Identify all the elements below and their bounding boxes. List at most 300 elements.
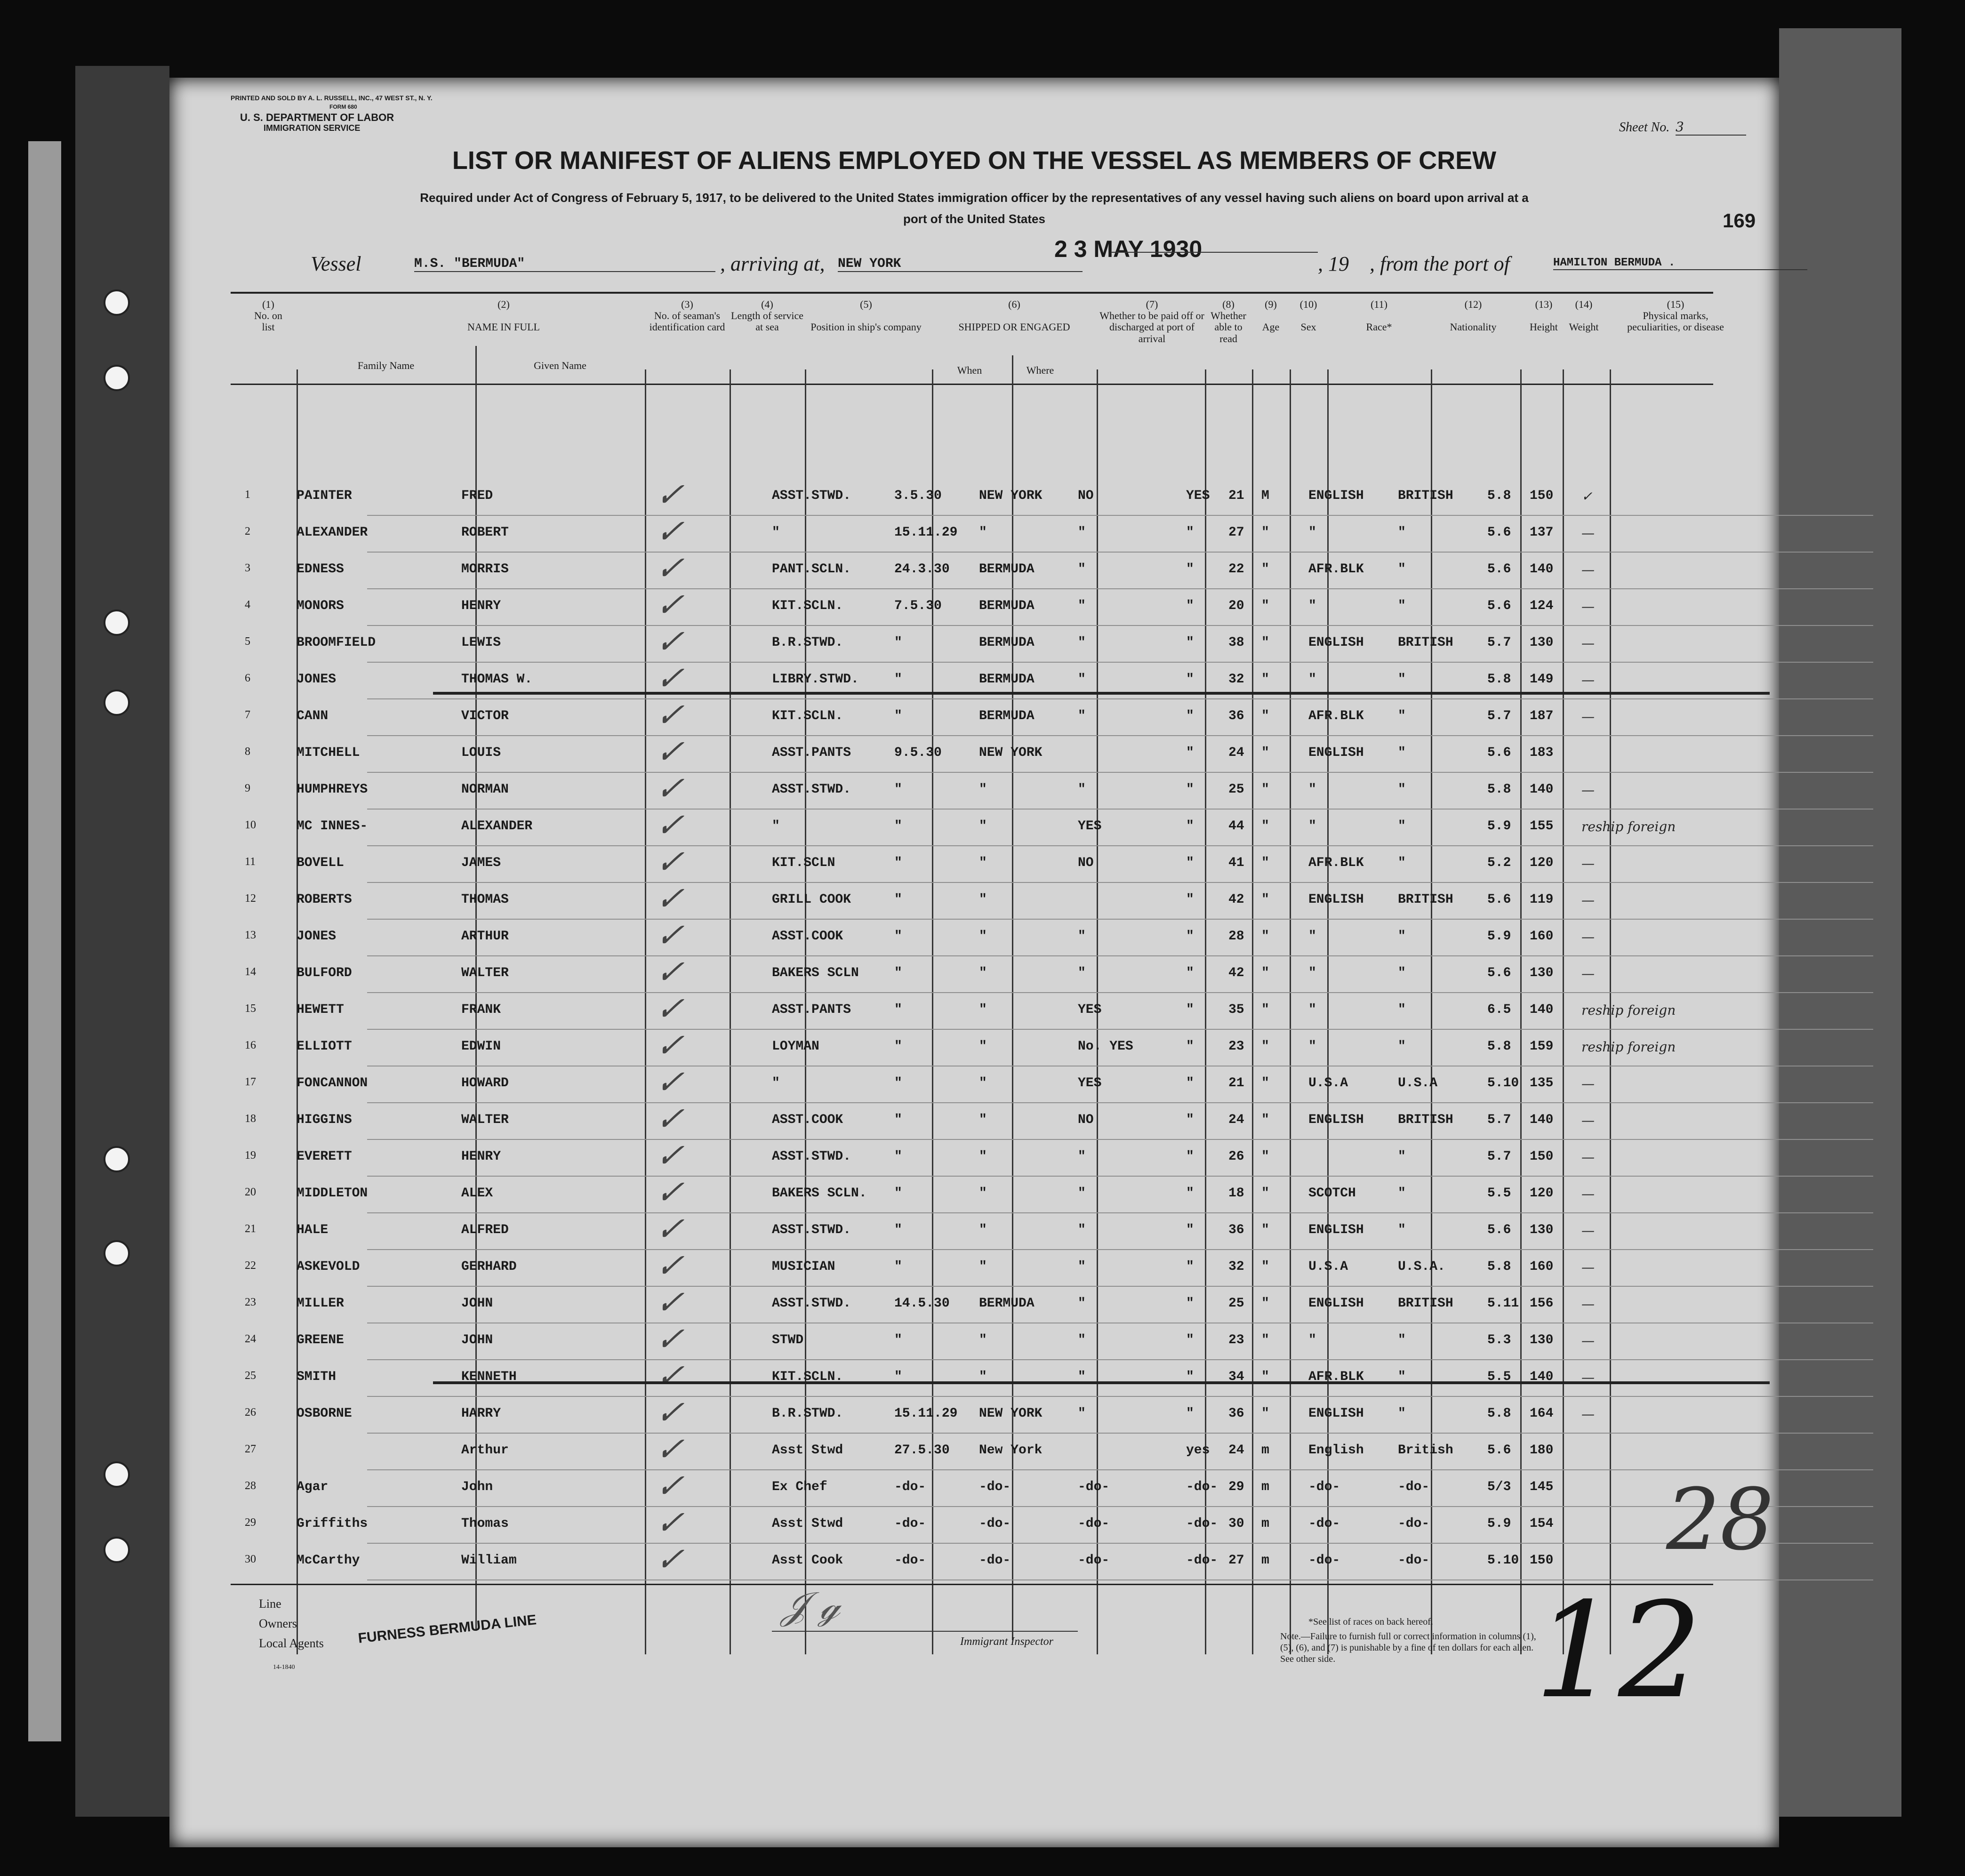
cell-sex: " [1261,1149,1269,1164]
cell-sex: " [1261,562,1269,577]
cell-where: " [979,1149,987,1164]
id-card-check-mark: ✓ [652,512,694,551]
cell-no: 11 [245,856,256,868]
id-card-check-mark: ✓ [652,1026,694,1065]
cell-height: 5.6 [1487,746,1511,760]
cell-nat: U.S.A [1398,1076,1438,1090]
cell-race: ENGLISH [1308,1406,1364,1421]
subtitle: Required under Act of Congress of February 5, 1917, to be delivered to the United States immigration officer by the representatives of any vessel having such aliens on board upon arrival at a [420,191,1529,205]
cell-given: WALTER [461,1113,509,1127]
cell-sex: " [1261,1333,1269,1347]
cell-pos: ASST.STWD. [772,1296,851,1311]
cell-height: 5.6 [1487,892,1511,907]
given-name-head: Given Name [534,360,586,371]
cell-nat: " [1398,966,1406,980]
cell-family: FONCANNON [297,1076,368,1090]
col-13-head: (13) Height [1530,298,1558,333]
cell-given: ALFRED [461,1223,509,1237]
cell-read: " [1186,1333,1194,1347]
cell-pos: ASST.PANTS [772,1002,851,1017]
cell-pos: ASST.STWD. [772,489,851,503]
year-label: , 19 [1318,252,1349,275]
cell-read: " [1186,1296,1194,1311]
cell-nat: " [1398,1333,1406,1347]
cell-when: " [894,1333,902,1347]
cell-sex: " [1261,1259,1269,1274]
cell-no: 1 [245,489,250,501]
cell-no: 7 [245,709,250,721]
cell-race: -do- [1308,1516,1340,1531]
id-card-check-mark: ✓ [652,1320,694,1358]
cell-where: " [979,856,987,870]
cell-paid: YES [1078,1002,1102,1017]
cell-height: 5.8 [1487,489,1511,503]
cell-nat: " [1398,1370,1406,1384]
table-row [245,696,1873,736]
cell-where: -do- [979,1516,1011,1531]
table-row [245,1210,1873,1250]
vessel-label: Vessel [311,252,361,275]
cell-read: -do- [1186,1553,1218,1568]
cell-nat: " [1398,672,1406,687]
cell-marks: — [1581,709,1595,724]
cell-weight: 156 [1530,1296,1554,1311]
cell-age: 42 [1228,892,1244,907]
cell-sex: M [1261,489,1269,503]
cell-height: 5.11 [1487,1296,1519,1311]
binder-hole [104,609,130,636]
footer-rule [231,1584,1713,1585]
col-11-head: (11) Race* [1366,298,1392,333]
inspector-label: Immigrant Inspector [960,1635,1053,1648]
cell-weight: 137 [1530,525,1554,540]
cell-paid: -do- [1078,1516,1110,1531]
cell-nat: British [1398,1443,1453,1458]
cell-given: Arthur [461,1443,509,1458]
cell-family: ELLIOTT [297,1039,352,1054]
table-row [245,1393,1873,1434]
cell-given: HOWARD [461,1076,509,1090]
cell-when: " [894,1186,902,1201]
cell-where: NEW YORK [979,746,1043,760]
id-card-check-mark: ✓ [652,1283,694,1322]
binder-hole [104,289,130,316]
cell-given: MORRIS [461,562,509,577]
table-row [245,475,1873,516]
cell-age: 35 [1228,1002,1244,1017]
cell-where: -do- [979,1553,1011,1568]
cell-read: " [1186,525,1194,540]
cell-pos: Asst Stwd [772,1516,843,1531]
col-1-head: (1) No. on list [254,298,282,333]
table-row [245,916,1873,956]
cell-nat: " [1398,562,1406,577]
cell-sex: " [1261,856,1269,870]
cell-no: 21 [245,1223,256,1235]
cell-family: GREENE [297,1333,344,1347]
cell-paid: " [1078,1259,1086,1274]
cell-when: 15.11.29 [894,1406,958,1421]
cell-paid: " [1078,782,1086,797]
cell-nat: U.S.A. [1398,1259,1445,1274]
cell-family: HUMPHREYS [297,782,368,797]
cell-race: ENGLISH [1308,1296,1364,1311]
cell-paid: " [1078,562,1086,577]
cell-when: 15.11.29 [894,525,958,540]
cell-height: 5.6 [1487,1443,1511,1458]
cell-family: MITCHELL [297,746,360,760]
cell-where: " [979,892,987,907]
cell-race: " [1308,599,1316,613]
table-row [245,769,1873,810]
cell-weight: 130 [1530,635,1554,650]
cell-family: BROOMFIELD [297,635,376,650]
cell-age: 41 [1228,856,1244,870]
cell-paid: " [1078,929,1086,944]
cell-paid: " [1078,966,1086,980]
cell-nat: " [1398,599,1406,613]
cell-where: " [979,1039,987,1054]
cell-weight: 164 [1530,1406,1554,1421]
cell-nat: " [1398,709,1406,723]
cell-given: THOMAS [461,892,509,907]
cell-marks: — [1581,562,1595,577]
cell-family: JONES [297,929,337,944]
date-field [1111,252,1318,253]
cell-nat: BRITISH [1398,489,1453,503]
form-code: 14-1840 [273,1664,295,1671]
cell-race: AFR.BLK [1308,1370,1364,1384]
cell-nat: " [1398,746,1406,760]
cell-family: MC INNES- [297,819,368,834]
cell-sex: " [1261,1039,1269,1054]
cell-family: ALEXANDER [297,525,368,540]
cell-given: KENNETH [461,1370,517,1384]
cell-race: " [1308,1333,1316,1347]
cell-height: 5.9 [1487,1516,1511,1531]
cell-weight: 160 [1530,1259,1554,1274]
id-card-check-mark: ✓ [652,1356,694,1395]
inspector-signature: 𝒥 ℊ [781,1584,840,1627]
cell-where: " [979,1223,987,1237]
cell-when: " [894,892,902,907]
date-stamp: 2 3 MAY 1930 [1054,236,1203,262]
cell-weight: 140 [1530,562,1554,577]
cell-family: ASKEVOLD [297,1259,360,1274]
cell-when: -do- [894,1553,926,1568]
cell-weight: 120 [1530,856,1554,870]
cell-read: " [1186,709,1194,723]
table-row [245,549,1873,589]
cell-weight: 145 [1530,1480,1554,1494]
cell-age: 24 [1228,1113,1244,1127]
family-name-head: Family Name [357,360,415,371]
cell-where: " [979,1370,987,1384]
local-agents-stamp: FURNESS BERMUDA LINE [357,1612,537,1646]
cell-marks: — [1581,856,1595,871]
cell-when: " [894,929,902,944]
cell-family: Agar [297,1480,329,1494]
cell-race: English [1308,1443,1364,1458]
cell-marks: reship foreign [1581,819,1676,834]
cell-given: FRANK [461,1002,501,1017]
table-row [245,1246,1873,1287]
cell-sex: " [1261,782,1269,797]
cell-marks: — [1581,1223,1595,1238]
cell-sex: " [1261,966,1269,980]
cell-marks: — [1581,1259,1595,1275]
cell-given: WALTER [461,966,509,980]
col-2-head: (2) NAME IN FULL [467,298,540,333]
cell-family: EVERETT [297,1149,352,1164]
cell-given: LOUIS [461,746,501,760]
cancel-line-row-8 [433,692,1770,695]
cell-age: 32 [1228,672,1244,687]
cell-no: 15 [245,1002,256,1015]
page-number: 169 [1723,209,1756,232]
races-note: *See list of races on back hereof. [1308,1617,1433,1627]
cell-race: -do- [1308,1480,1340,1494]
cell-marks: — [1581,1370,1595,1385]
cell-when: -do- [894,1480,926,1494]
col-8-head: (8) Whether able to read [1211,298,1246,345]
id-card-check-mark: ✓ [652,1393,694,1432]
table-row [245,953,1873,993]
cell-weight: 140 [1530,1002,1554,1017]
cell-nat: " [1398,1223,1406,1237]
cell-where: " [979,1002,987,1017]
col-12-head: (12) Nationality [1450,298,1497,333]
cell-where: BERMUDA [979,635,1035,650]
col-3-head: (3) No. of seaman's identification card [649,298,725,333]
arriving-label: , arriving at, [720,252,825,275]
cell-when: 27.5.30 [894,1443,950,1458]
cell-height: 5.10 [1487,1076,1519,1090]
cell-pos: KIT.SCLN [772,856,835,870]
cell-height: 5.8 [1487,672,1511,687]
cell-given: HENRY [461,599,501,613]
id-card-check-mark: ✓ [652,696,694,734]
cell-when: 9.5.30 [894,746,942,760]
cell-when: " [894,966,902,980]
cell-pos: LIBRY.STWD. [772,672,859,687]
cell-marks: — [1581,525,1595,541]
cell-height: 5.8 [1487,782,1511,797]
cell-given: THOMAS W. [461,672,533,687]
cell-height: 5.8 [1487,1406,1511,1421]
cell-race: SCOTCH [1308,1186,1356,1201]
cell-height: 5.8 [1487,1259,1511,1274]
cell-given: ARTHUR [461,929,509,944]
cell-read: " [1186,856,1194,870]
cell-weight: 120 [1530,1186,1554,1201]
cell-race: ENGLISH [1308,1223,1364,1237]
cell-family: HEWETT [297,1002,344,1017]
cell-read: -do- [1186,1480,1218,1494]
cell-marks: — [1581,672,1595,688]
cell-paid: " [1078,1186,1086,1201]
cell-pos: ASST.STWD. [772,782,851,797]
cell-no: 18 [245,1113,256,1125]
cell-read: " [1186,1039,1194,1054]
cell-age: 25 [1228,1296,1244,1311]
from-label: , from the port of [1370,252,1510,275]
cell-no: 3 [245,562,250,574]
cell-no: 29 [245,1516,256,1529]
table-row [245,1356,1873,1397]
cell-weight: 154 [1530,1516,1554,1531]
cell-race: -do- [1308,1553,1340,1568]
cell-read: " [1186,782,1194,797]
cell-when: " [894,1002,902,1017]
cell-pos: GRILL COOK [772,892,851,907]
cell-paid: " [1078,1149,1086,1164]
cell-when: " [894,1370,902,1384]
cell-paid: YES [1078,819,1102,834]
cell-where: " [979,525,987,540]
cell-height: 5.3 [1487,1333,1511,1347]
cell-read: " [1186,746,1194,760]
cell-read: " [1186,1002,1194,1017]
cell-when: " [894,672,902,687]
cell-no: 5 [245,635,250,648]
owners-label: Owners [259,1617,297,1630]
cell-when: " [894,1149,902,1164]
id-card-check-mark: ✓ [652,1430,694,1468]
cell-weight: 140 [1530,1113,1554,1127]
table-row [245,1467,1873,1507]
cell-given: John [461,1480,493,1494]
cell-when: " [894,1259,902,1274]
cell-pos: Ex Chef [772,1480,827,1494]
cell-marks: — [1581,929,1595,945]
cell-read: " [1186,892,1194,907]
cell-pos: STWD [772,1333,804,1347]
cell-paid: No. YES [1078,1039,1133,1054]
cell-pos: LOYMAN [772,1039,819,1054]
cell-read: " [1186,966,1194,980]
cell-weight: 187 [1530,709,1554,723]
cell-read: yes [1186,1443,1210,1458]
id-card-check-mark: ✓ [652,842,694,881]
cell-family: CANN [297,709,329,723]
cell-age: 24 [1228,1443,1244,1458]
cell-no: 4 [245,599,250,611]
cell-when: 24.3.30 [894,562,950,577]
id-card-check-mark: ✓ [652,879,694,918]
cell-weight: 183 [1530,746,1554,760]
binder-hole [104,1537,130,1563]
id-card-check-mark: ✓ [652,732,694,771]
cell-marks: — [1581,1406,1595,1422]
cell-given: HARRY [461,1406,501,1421]
cell-marks: — [1581,1186,1595,1202]
cell-read: " [1186,672,1194,687]
cell-marks: — [1581,1333,1595,1348]
cell-given: Thomas [461,1516,509,1531]
cell-age: 42 [1228,966,1244,980]
cell-paid: " [1078,709,1086,723]
cell-pos: " [772,1076,780,1090]
cell-race: " [1308,1002,1316,1017]
cell-pos: ASST.COOK [772,929,843,944]
cell-race: U.S.A [1308,1076,1348,1090]
cell-given: ROBERT [461,525,509,540]
cell-family: HALE [297,1223,329,1237]
cell-given: LEWIS [461,635,501,650]
cell-sex: " [1261,746,1269,760]
cell-age: 32 [1228,1259,1244,1274]
cell-paid: " [1078,525,1086,540]
binder-edge [28,141,61,1741]
manifest-page [169,78,1779,1847]
table-row [245,585,1873,626]
cell-age: 23 [1228,1333,1244,1347]
cell-when: 3.5.30 [894,489,942,503]
cell-where: " [979,782,987,797]
cell-marks: reship foreign [1581,1002,1676,1018]
cell-where: New York [979,1443,1043,1458]
cell-no: 28 [245,1480,256,1492]
id-card-check-mark: ✓ [652,916,694,954]
form-number: FORM 680 [329,104,357,110]
cell-family: PAINTER [297,489,352,503]
cell-race: AFR.BLK [1308,856,1364,870]
cell-pos: KIT.SCLN. [772,599,843,613]
id-card-check-mark: ✓ [652,1136,694,1175]
cell-height: 5.8 [1487,1039,1511,1054]
cell-age: 27 [1228,525,1244,540]
cell-read: " [1186,599,1194,613]
cell-no: 22 [245,1259,256,1272]
id-card-check-mark: ✓ [652,1503,694,1542]
col-9-head: (9) Age [1262,298,1280,333]
cell-weight: 149 [1530,672,1554,687]
cell-given: JOHN [461,1333,493,1347]
cell-when: " [894,1223,902,1237]
cell-no: 12 [245,892,256,905]
cell-read: " [1186,1113,1194,1127]
cell-sex: m [1261,1553,1269,1568]
cell-family: SMITH [297,1370,337,1384]
cell-marks: reship foreign [1581,1039,1676,1055]
cell-where: " [979,1076,987,1090]
table-row [245,806,1873,846]
cell-sex: " [1261,1370,1269,1384]
cell-paid: " [1078,1223,1086,1237]
cell-race: " [1308,672,1316,687]
cell-paid: " [1078,1333,1086,1347]
table-row [245,1430,1873,1470]
cell-race: " [1308,782,1316,797]
cell-sex: " [1261,1406,1269,1421]
cell-paid: " [1078,1370,1086,1384]
cell-family: MILLER [297,1296,344,1311]
cell-height: 5.7 [1487,1113,1511,1127]
col-4-head: (4) Length of service at sea [731,298,803,333]
cell-height: 5/3 [1487,1480,1511,1494]
table-row [245,1283,1873,1323]
cell-race: ENGLISH [1308,635,1364,650]
cell-no: 24 [245,1333,256,1345]
cell-no: 14 [245,966,256,978]
cell-where: NEW YORK [979,489,1043,503]
cell-nat: " [1398,1406,1406,1421]
cell-height: 5.9 [1487,929,1511,944]
cell-paid: NO [1078,856,1094,870]
cell-when: " [894,1113,902,1127]
cell-nat: BRITISH [1398,635,1453,650]
